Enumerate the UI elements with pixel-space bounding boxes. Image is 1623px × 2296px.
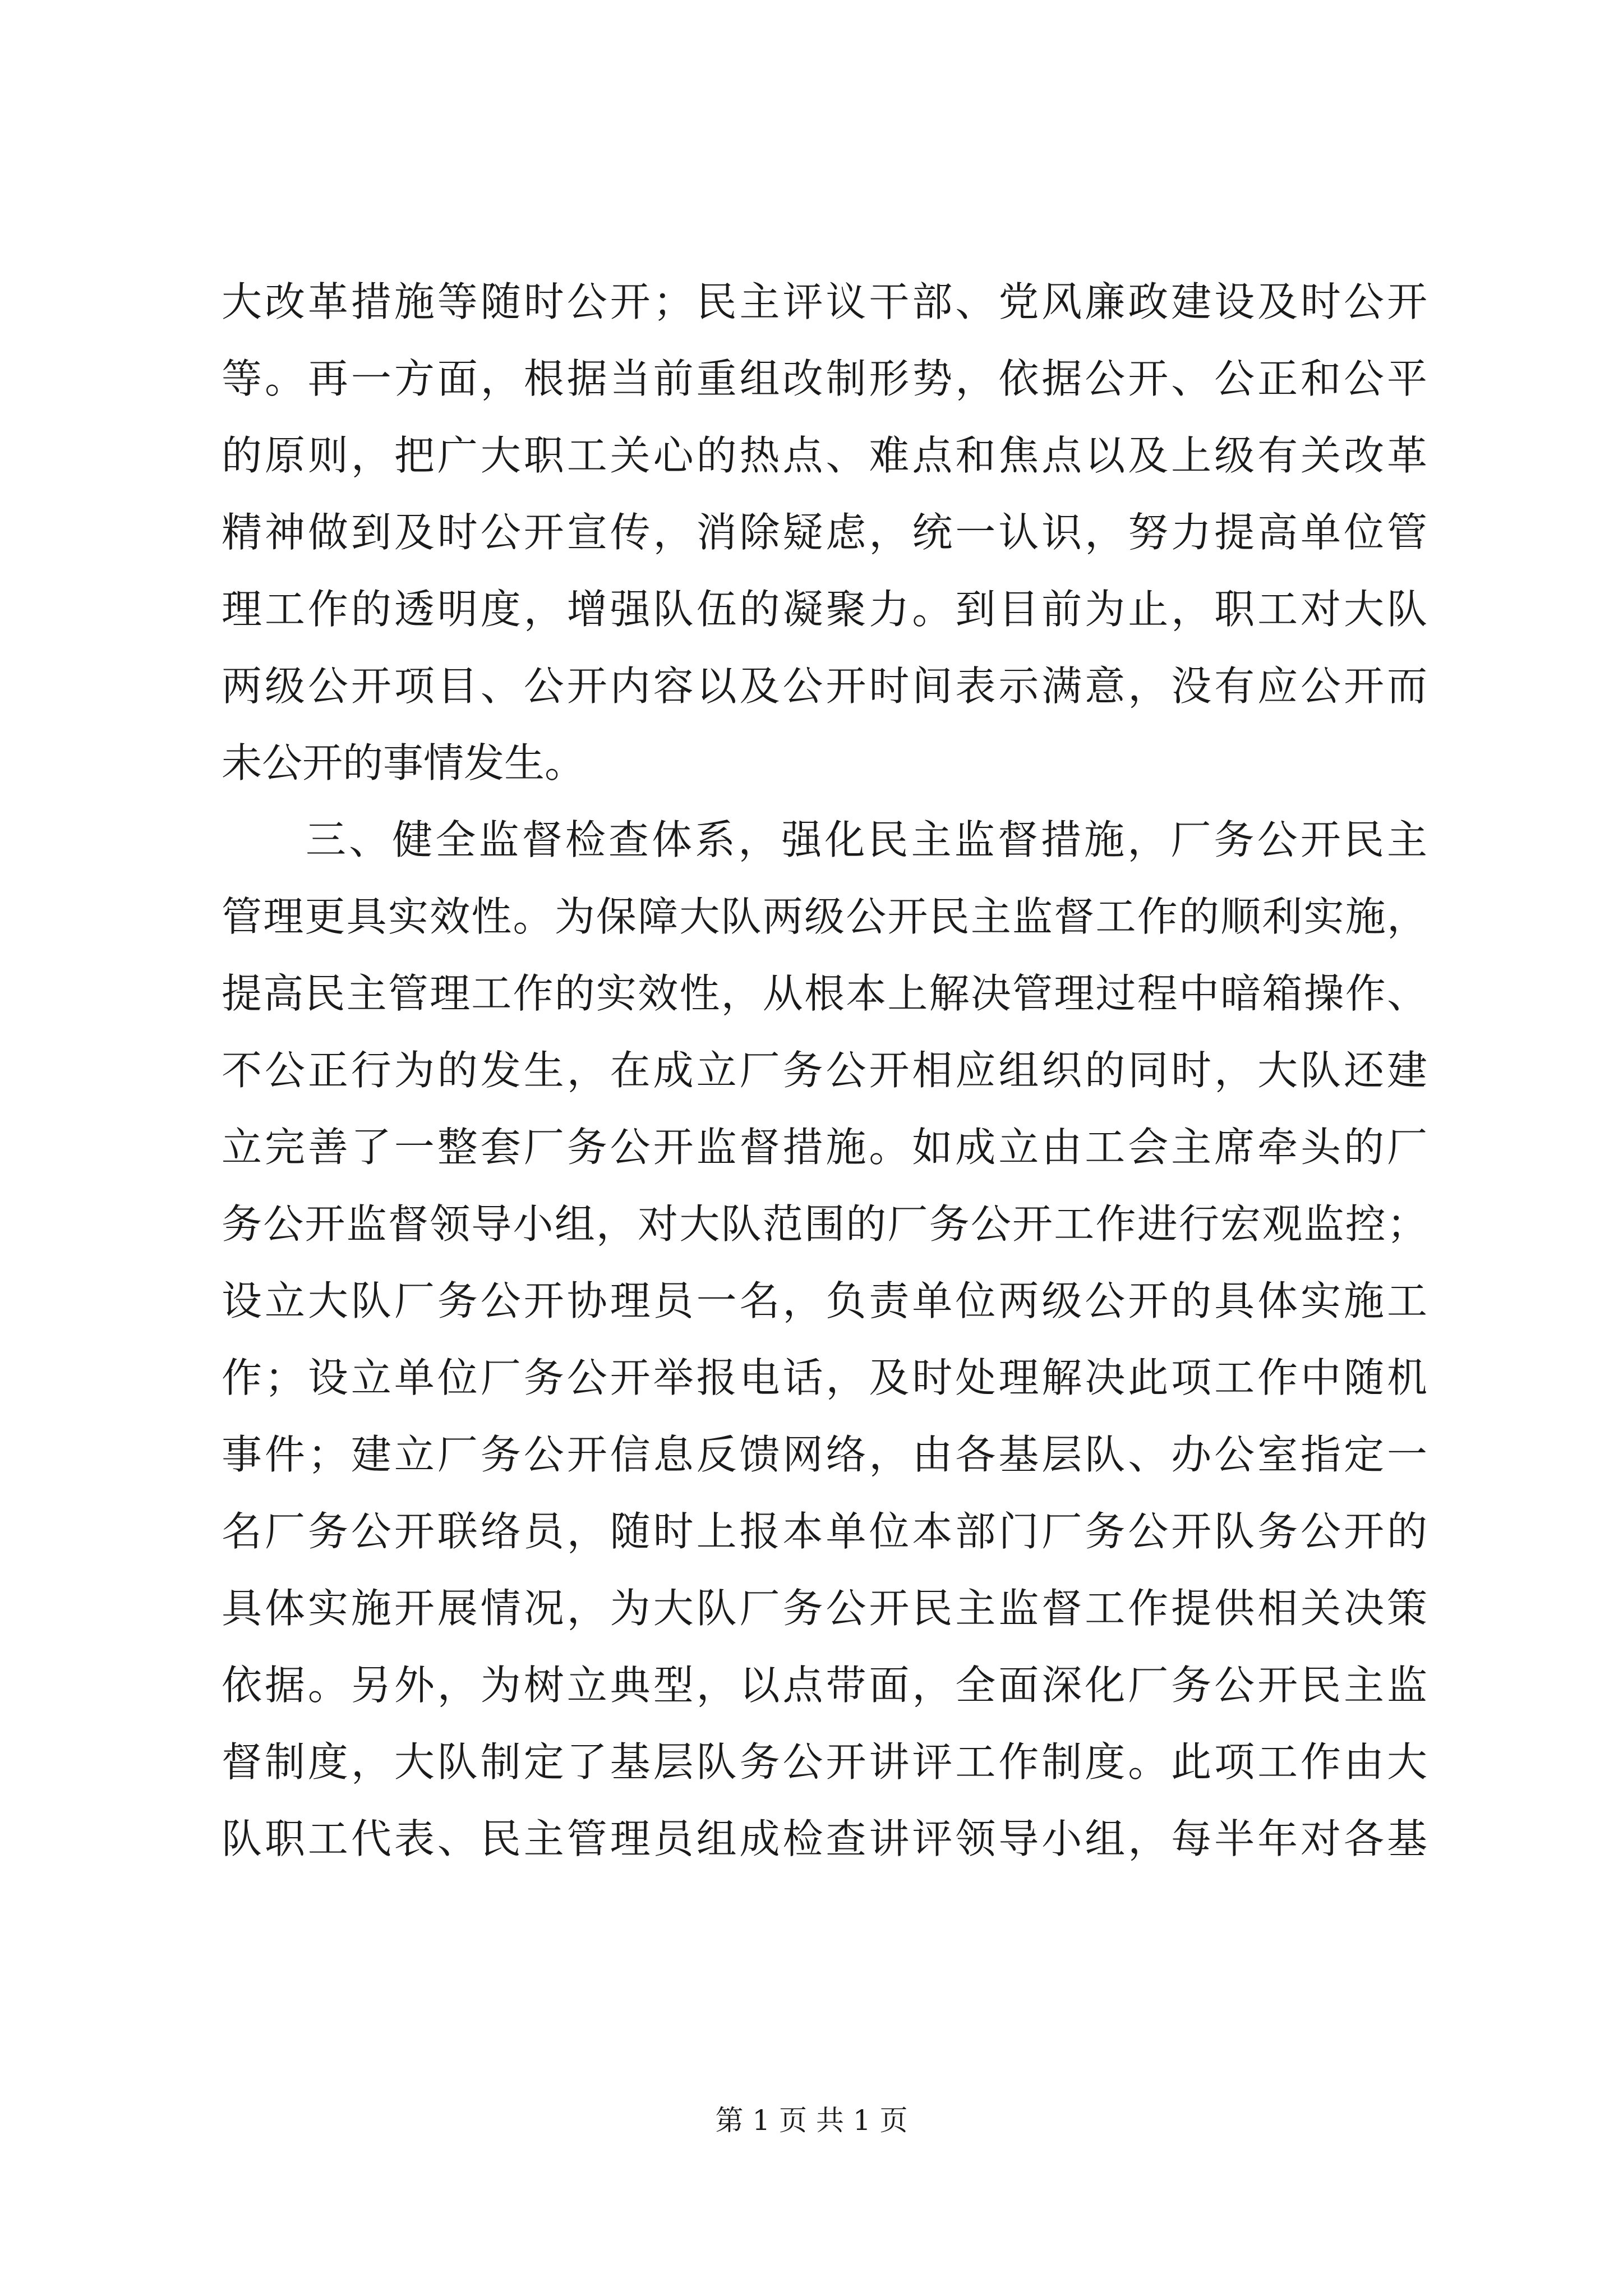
body-line: 的原则，把广大职工关心的热点、难点和焦点以及上级有关改革 [222,432,1427,479]
body-line: 管理更具实效性。为保障大队两级公开民主监督工作的顺利实施， [222,893,1427,940]
body-line: 设立大队厂务公开协理员一名，负责单位两级公开的具体实施工 [222,1277,1427,1324]
body-line: 精神做到及时公开宣传，消除疑虑，统一认识，努力提高单位管 [222,509,1427,556]
body-line: 依据。另外，为树立典型，以点带面，全面深化厂务公开民主监 [222,1662,1427,1709]
section-heading-line: 三、健全监督检查体系，强化民主监督措施，厂务公开民主 [306,816,1427,863]
body-line: 未公开的事情发生。 [222,739,585,786]
body-line: 大改革措施等随时公开；民主评议干部、党风廉政建设及时公开 [222,278,1427,325]
body-line: 理工作的透明度，增强队伍的凝聚力。到目前为止，职工对大队 [222,586,1427,633]
body-line: 事件；建立厂务公开信息反馈网络，由各基层队、办公室指定一 [222,1431,1427,1478]
body-line: 不公正行为的发生，在成立厂务公开相应组织的同时，大队还建 [222,1047,1427,1094]
body-line: 作；设立单位厂务公开举报电话，及时处理解决此项工作中随机 [222,1354,1427,1401]
body-line: 务公开监督领导小组，对大队范围的厂务公开工作进行宏观监控； [222,1200,1427,1248]
body-line: 等。再一方面，根据当前重组改制形势，依据公开、公正和公平 [222,355,1427,402]
body-line: 具体实施开展情况，为大队厂务公开民主监督工作提供相关决策 [222,1585,1427,1632]
body-line: 督制度，大队制定了基层队务公开讲评工作制度。此项工作由大 [222,1738,1427,1786]
document-body [222,264,1427,1878]
body-line: 名厂务公开联络员，随时上报本单位本部门厂务公开队务公开的 [222,1508,1427,1555]
body-line: 立完善了一整套厂务公开监督措施。如成立由工会主席牵头的厂 [222,1124,1427,1171]
page-footer: 第 1 页 共 1 页 [715,2104,908,2137]
body-line: 提高民主管理工作的实效性，从根本上解决管理过程中暗箱操作、 [222,970,1427,1017]
body-line: 两级公开项目、公开内容以及公开时间表示满意，没有应公开而 [222,662,1427,710]
body-line: 队职工代表、民主管理员组成检查讲评领导小组，每半年对各基 [222,1815,1427,1862]
